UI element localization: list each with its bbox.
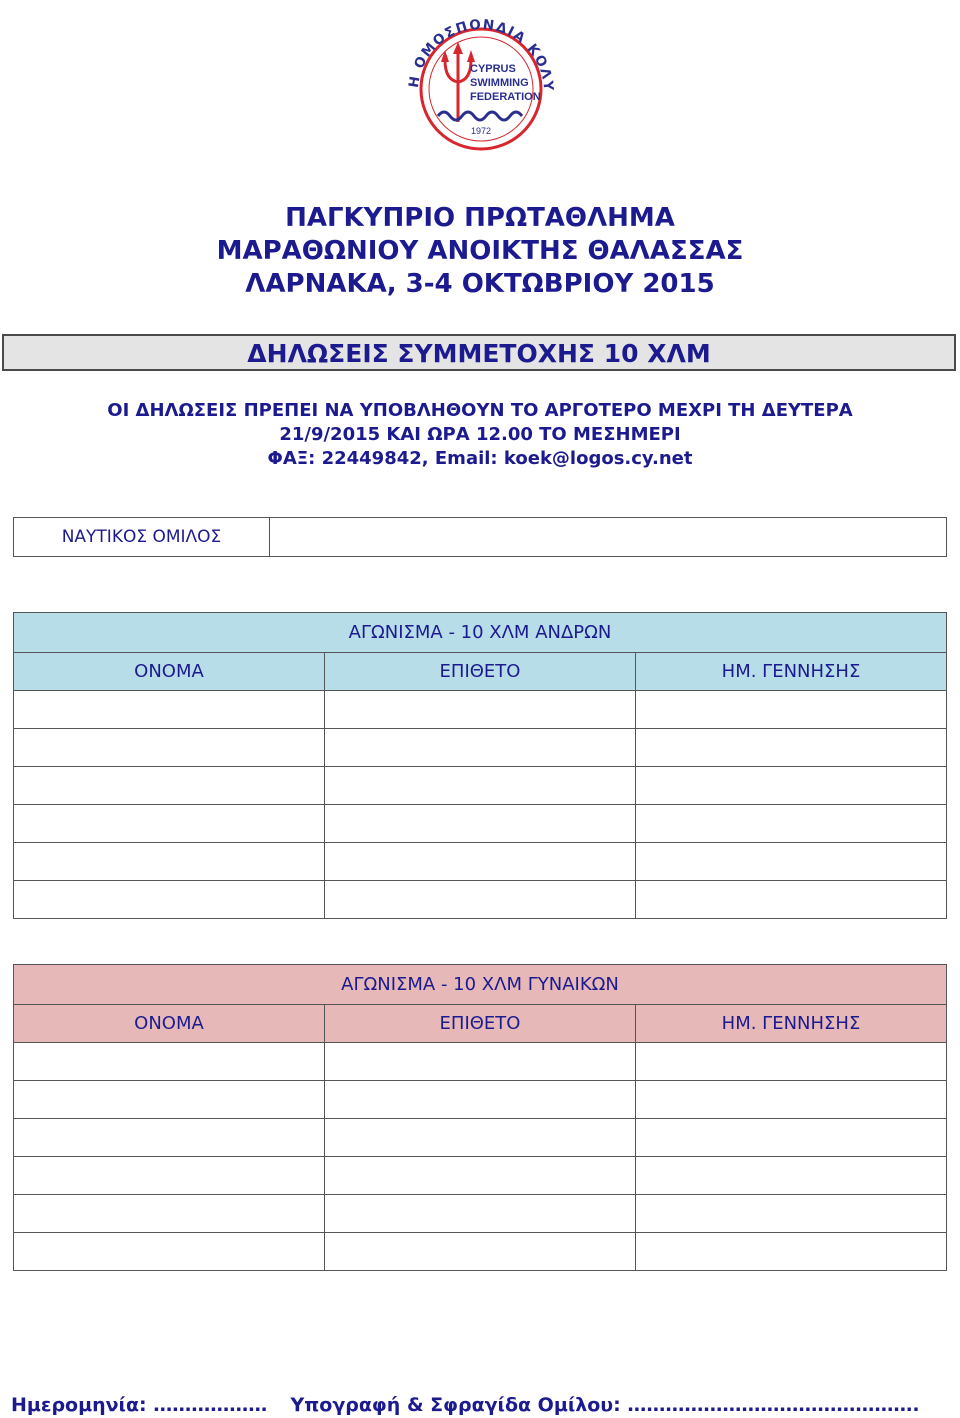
entry-surname-cell[interactable]: [325, 1157, 636, 1195]
logo-line2: SWIMMING: [470, 77, 529, 89]
entry-surname-cell[interactable]: [325, 843, 636, 881]
title-line-2: ΜΑΡΑΘΩΝΙΟΥ ΑΝΟΙΚΤΗΣ ΘΑΛΑΣΣΑΣ: [216, 236, 744, 266]
entry-name-cell[interactable]: [14, 1233, 325, 1271]
deadline-line-2: 21/9/2015 ΚΑΙ ΩΡΑ 12.00 ΤΟ ΜΕΣΗΜΕΡΙ: [279, 424, 681, 445]
entry-surname-cell[interactable]: [325, 1043, 636, 1081]
entry-birthdate-cell[interactable]: [636, 843, 947, 881]
entry-surname-cell[interactable]: [325, 805, 636, 843]
event-table-women: [13, 964, 947, 1271]
entry-birthdate-cell[interactable]: [636, 729, 947, 767]
club-row: [13, 517, 947, 557]
entry-surname-cell[interactable]: [325, 1119, 636, 1157]
entry-birthdate-cell[interactable]: [636, 1081, 947, 1119]
logo-arc-text: Η ΟΜΟΣΠΟΝΔΙΑ ΚΟΛΥ: [405, 16, 557, 93]
column-header-surname: ΕΠΙΘΕΤΟ: [325, 1005, 636, 1043]
entry-name-cell[interactable]: [14, 691, 325, 729]
logo-emblem: [398, 10, 564, 168]
title-line-1: ΠΑΓΚΥΠΡΙΟ ΠΡΩΤΑΘΛΗΜΑ: [285, 203, 675, 233]
event-title-women: ΑΓΩΝΙΣΜΑ - 10 ΧΛΜ ΓΥΝΑΙΚΩΝ: [14, 965, 947, 1005]
entry-birthdate-cell[interactable]: [636, 691, 947, 729]
entry-name-cell[interactable]: [14, 1081, 325, 1119]
table-row: [14, 1157, 947, 1195]
entry-surname-cell[interactable]: [325, 767, 636, 805]
table-row: [14, 1081, 947, 1119]
column-header-birthdate: ΗΜ. ΓΕΝΝΗΣΗΣ: [636, 653, 947, 691]
entry-birthdate-cell[interactable]: [636, 805, 947, 843]
date-label: Ημερομηνία:: [11, 1394, 147, 1416]
entry-surname-cell[interactable]: [325, 1081, 636, 1119]
entry-surname-cell[interactable]: [325, 729, 636, 767]
logo-year: 1972: [470, 126, 492, 136]
title-line-3: ΛΑΡΝΑΚΑ, 3-4 ΟΚΤΩΒΡΙΟΥ 2015: [245, 269, 715, 299]
table-row: [14, 843, 947, 881]
entry-name-cell[interactable]: [14, 1157, 325, 1195]
entry-birthdate-cell[interactable]: [636, 1043, 947, 1081]
entry-name-cell[interactable]: [14, 767, 325, 805]
entry-birthdate-cell[interactable]: [636, 767, 947, 805]
federation-logo: [398, 10, 564, 168]
signature-label: Υπογραφή & Σφραγίδα Ομίλου:: [290, 1394, 621, 1416]
column-header-name: ΟΝΟΜΑ: [14, 1005, 325, 1043]
table-row: [14, 1043, 947, 1081]
table-row: [14, 1195, 947, 1233]
entry-name-cell[interactable]: [14, 881, 325, 919]
deadline-line-1: ΟΙ ΔΗΛΩΣΕΙΣ ΠΡΕΠΕΙ ΝΑ ΥΠΟΒΛΗΘΟΥΝ ΤΟ ΑΡΓΟΤΕΡΟ ΜΕΧΡΙ ΤΗ ΔΕΥΤΕΡΑ: [107, 400, 853, 421]
signature-footer: [11, 1394, 920, 1416]
entry-name-cell[interactable]: [14, 1195, 325, 1233]
column-header-birthdate: ΗΜ. ΓΕΝΝΗΣΗΣ: [636, 1005, 947, 1043]
entries-body-women: [14, 1043, 947, 1271]
date-field[interactable]: ………………: [153, 1394, 268, 1416]
logo-line3: FEDERATION: [470, 91, 541, 103]
entry-surname-cell[interactable]: [325, 1233, 636, 1271]
contact-line: ΦΑΞ: 22449842, Email: koek@logos.cy.net: [267, 448, 693, 469]
entry-birthdate-cell[interactable]: [636, 881, 947, 919]
table-row: [14, 881, 947, 919]
logo-line1: CYPRUS: [470, 63, 516, 75]
entry-surname-cell[interactable]: [325, 1195, 636, 1233]
entry-name-cell[interactable]: [14, 843, 325, 881]
club-name-field[interactable]: [270, 518, 946, 556]
table-row: [14, 767, 947, 805]
club-label: ΝΑΥΤΙΚΟΣ ΟΜΙΛΟΣ: [14, 518, 270, 556]
event-table-men: [13, 612, 947, 919]
waves-icon: [438, 112, 522, 120]
column-header-name: ΟΝΟΜΑ: [14, 653, 325, 691]
entry-surname-cell[interactable]: [325, 691, 636, 729]
event-title-men: ΑΓΩΝΙΣΜΑ - 10 ΧΛΜ ΑΝΔΡΩΝ: [14, 613, 947, 653]
table-row: [14, 691, 947, 729]
entry-name-cell[interactable]: [14, 805, 325, 843]
table-row: [14, 805, 947, 843]
entries-body-men: [14, 691, 947, 919]
entry-birthdate-cell[interactable]: [636, 1195, 947, 1233]
entry-name-cell[interactable]: [14, 729, 325, 767]
signature-field[interactable]: ……………………………………….: [627, 1394, 920, 1416]
entry-birthdate-cell[interactable]: [636, 1119, 947, 1157]
entry-name-cell[interactable]: [14, 1043, 325, 1081]
entry-birthdate-cell[interactable]: [636, 1233, 947, 1271]
entries-banner: ΔΗΛΩΣΕΙΣ ΣΥΜΜΕΤΟΧΗΣ 10 ΧΛΜ: [2, 334, 956, 371]
table-row: [14, 1233, 947, 1271]
table-row: [14, 1119, 947, 1157]
entry-surname-cell[interactable]: [325, 881, 636, 919]
entry-birthdate-cell[interactable]: [636, 1157, 947, 1195]
entry-name-cell[interactable]: [14, 1119, 325, 1157]
table-row: [14, 729, 947, 767]
column-header-surname: ΕΠΙΘΕΤΟ: [325, 653, 636, 691]
